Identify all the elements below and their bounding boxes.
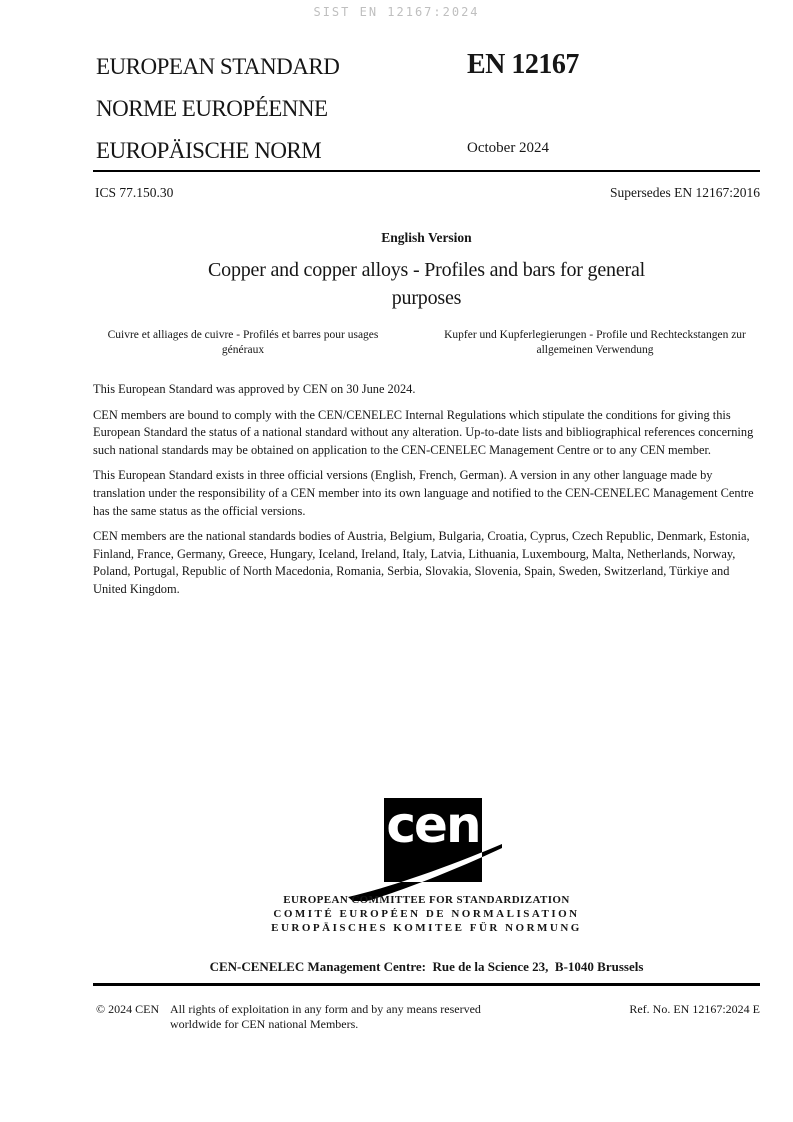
paragraph-approval: This European Standard was approved by CEN on 30 June 2024.	[93, 382, 416, 396]
rights-statement: All rights of exploitation in any form and by any means reserved worldwide for CEN national Members.	[170, 1002, 481, 1031]
title-german: Kupfer und Kupferlegierungen - Profile und Rechteckstangen zur allgemeinen Verwendung	[444, 329, 746, 356]
committee-line-fr: COMITÉ EUROPÉEN DE NORMALISATION	[273, 908, 580, 920]
publication-date: October 2024	[467, 140, 550, 156]
document-title-text: Copper and copper alloys - Profiles and bars for general purposes	[208, 259, 645, 309]
ics-code: ICS 77.150.30	[95, 185, 174, 200]
copyright-notice: © 2024 CEN	[96, 1002, 160, 1016]
cen-logo-graphic	[340, 796, 510, 901]
preamble-paragraphs	[93, 381, 757, 607]
committee-line-en: EUROPEAN COMMITTEE FOR STANDARDIZATION	[283, 894, 570, 906]
paragraph-members: CEN members are the national standards bodies of Austria, Belgium, Bulgaria, Croatia, Cyprus, Czech Republic, Denmark, Estonia, Finland, France, Germany, Greece, Hungary, Iceland, Ireland, Italy, Latvia, Lithuania, Luxembourg, Malta, Netherlands, Norway, Poland, Portugal, Republic of North Macedonia, Romania, Serbia, Slovakia, Slovenia, Spain, Sweden, Switzerland, Türkiye and United Kingdom.	[93, 529, 750, 596]
cen-logo	[340, 796, 510, 901]
header-title-en: EUROPEAN STANDARD	[96, 54, 340, 79]
header-rule	[93, 170, 760, 172]
management-centre-address: CEN-CENELEC Management Centre: Rue de la Science 23, B-1040 Brussels	[209, 959, 644, 974]
translated-titles	[93, 328, 760, 358]
version-label: English Version	[381, 230, 472, 245]
footer-rule	[93, 983, 760, 986]
cen-logo-text: cen	[386, 796, 480, 854]
paragraph-versions: This European Standard exists in three official versions (English, French, German). A version in any other language made by translation under the responsibility of a CEN member into its own language and notified to the CEN-CENELEC Management Centre has the same status as the official versions.	[93, 468, 754, 518]
supersedes-note: Supersedes EN 12167:2016	[610, 185, 760, 200]
header-title-de: EUROPÄISCHE NORM	[96, 138, 322, 163]
committee-line-de: EUROPÄISCHES KOMITEE FÜR NORMUNG	[271, 922, 582, 934]
paragraph-regulations: CEN members are bound to comply with the CEN/CENELEC Internal Regulations which stipulate the conditions for giving this European Standard the status of a national standard without any alteration. Up-to-date lists and bibliographical references concerning such national standards may be obtained on application to the CEN-CENELEC Management Centre or to any CEN member.	[93, 407, 754, 457]
sist-reference: SIST EN 12167:2024	[313, 5, 480, 19]
document-title	[93, 256, 760, 312]
header-title-fr: NORME EUROPÉENNE	[96, 96, 328, 121]
committee-names	[93, 893, 760, 935]
title-french: Cuivre et alliages de cuivre - Profilés et barres pour usages généraux	[107, 329, 379, 356]
standard-number: EN 12167	[467, 49, 579, 80]
reference-number: Ref. No. EN 12167:2024 E	[629, 1002, 760, 1016]
